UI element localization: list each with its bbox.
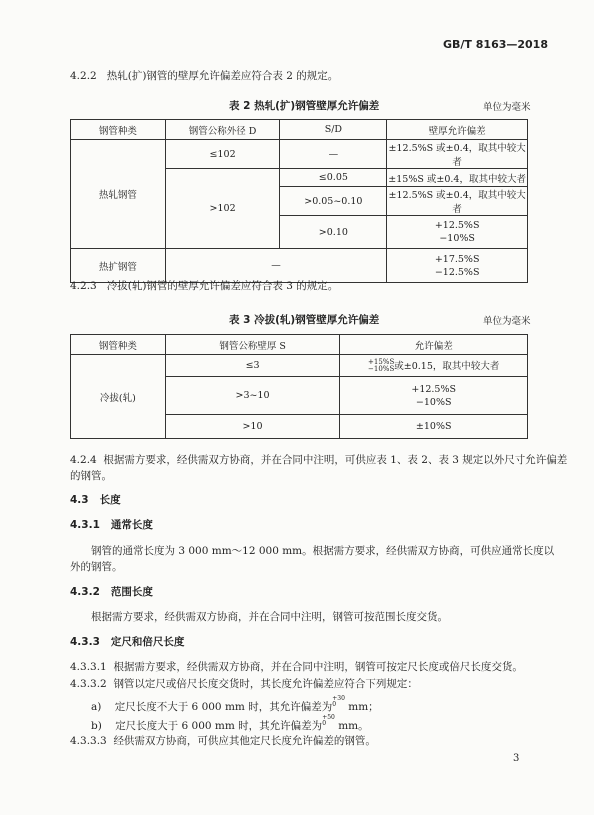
clause-number: 4.2.4	[70, 454, 97, 466]
clause-4-3-3-3	[70, 734, 376, 748]
section-number: 4.3.1	[70, 519, 100, 531]
clause-number: 4.2.3	[70, 280, 97, 292]
clause-text: 根据需方要求，经供需双方协商，并在合同中注明，钢管可按定尺长度或倍尺长度交货。	[113, 661, 523, 673]
tolerance-stack	[322, 715, 335, 727]
tol-upper: +15%S	[368, 358, 395, 367]
table3-cell-tol2	[340, 377, 528, 415]
tol-upper: +12.5%S	[411, 383, 457, 395]
clause-text: 钢管以定尺或倍尺长度交货时，其长度允许偏差应符合下列规定：	[113, 678, 418, 690]
table3-unit: 单位为毫米	[483, 316, 531, 327]
table2-cell-d-le: ≤102	[165, 140, 280, 169]
table3-header-type: 钢管种类	[71, 335, 166, 355]
clause-text: 根据需方要求，经供需双方协商，并在合同中注明，可供应表 1、表 2、表 3 规定以外尺寸允许偏差	[103, 454, 568, 466]
clause-4-3-3-2	[70, 677, 418, 691]
list-text: 定尺长度不大于 6 000 mm 时，其允许偏差为	[114, 701, 333, 713]
list-text: 定尺长度大于 6 000 mm 时，其允许偏差为	[115, 720, 323, 732]
table2-cell-sd1: ≤0.05	[280, 169, 387, 187]
table2-unit: 单位为毫米	[483, 102, 531, 113]
table3-cell-s1: ≤3	[165, 355, 340, 377]
tolerance-stack	[332, 696, 345, 708]
table2	[70, 119, 528, 283]
clause-4-3-3-1	[70, 660, 523, 674]
table3	[70, 334, 528, 439]
tol-upper: +17.5%S	[434, 253, 480, 265]
table2-cell-d-gt: >102	[165, 169, 280, 249]
section-4-3-1	[70, 518, 153, 532]
table3-cell-tol1	[340, 355, 528, 377]
page-number: 3	[513, 753, 520, 764]
tol-stack	[368, 359, 394, 373]
table2-cell-hot-expanded: 热扩钢管	[71, 249, 166, 283]
list-unit: mm。	[338, 720, 369, 732]
section-title: 范围长度	[110, 586, 153, 598]
list-label: b)	[91, 720, 102, 732]
clause-4-2-4	[70, 453, 567, 467]
table2-cell-sd2: >0.05~0.10	[280, 187, 387, 216]
table2-header-sd: S/D	[280, 120, 387, 140]
list-label: a)	[91, 701, 102, 713]
table2-caption: 表 2 热轧(扩)钢管壁厚允许偏差	[229, 100, 380, 112]
clause-text: 冷拔(轧)钢管的壁厚允许偏差应符合表 3 的规定。	[106, 280, 339, 292]
list-item-b	[91, 715, 369, 733]
section-title: 定尺和倍尺长度	[110, 636, 185, 648]
standard-code: GB/T 8163—2018	[443, 38, 548, 51]
table3-cell-s3: >10	[165, 415, 340, 439]
tol-lower: −10%S	[415, 396, 452, 408]
tol-text: 或±0.15，取其中较大者	[394, 360, 500, 372]
table3-cell-tol3: ±10%S	[340, 415, 528, 439]
tol-lower: −10%S	[368, 365, 395, 374]
table2-cell-tol1: ±12.5%S 或±0.4，取其中较大者	[387, 140, 528, 169]
clause-4-2-3	[70, 279, 338, 293]
tol-lower: −10%S	[439, 233, 475, 244]
section-4-3-3	[70, 635, 184, 649]
tol-lower: −12.5%S	[434, 266, 480, 278]
table2-cell-dash2: —	[165, 249, 387, 283]
tol-lower: 0	[332, 701, 337, 708]
table3-caption: 表 3 冷拔(轧)钢管壁厚允许偏差	[229, 314, 380, 326]
tol-upper: +12.5%S	[434, 220, 480, 231]
clause-number: 4.2.2	[70, 70, 97, 82]
section-4-3-2	[70, 585, 153, 599]
section-title: 长度	[99, 494, 121, 506]
table3-cell-type: 冷拔(轧)	[71, 355, 166, 439]
table2-header-diameter: 钢管公称外径 D	[165, 120, 280, 140]
table2-cell-dash: —	[280, 140, 387, 169]
clause-number: 4.3.3.1	[70, 661, 107, 673]
section-number: 4.3.2	[70, 586, 100, 598]
clause-4-3-2-text: 根据需方要求，经供需双方协商，并在合同中注明，钢管可按范围长度交货。	[91, 611, 448, 623]
list-item-a	[91, 696, 379, 714]
clause-4-2-2	[70, 69, 338, 83]
table3-header-tolerance: 允许偏差	[340, 335, 528, 355]
tol-upper: +50	[322, 714, 335, 721]
table3-header-thickness: 钢管公称壁厚 S	[165, 335, 340, 355]
table2-cell-sd3: >0.10	[280, 216, 387, 249]
table2-header-tolerance: 壁厚允许偏差	[387, 120, 528, 140]
table2-cell-tol3: ±12.5%S 或±0.4，取其中较大者	[387, 187, 528, 216]
tol-upper: +30	[332, 695, 345, 702]
table2-cell-hot-rolled: 热轧钢管	[71, 140, 166, 249]
table2-header-type: 钢管种类	[71, 120, 166, 140]
clause-4-2-4-cont: 的钢管。	[70, 470, 112, 482]
clause-text: 热轧(扩)钢管的壁厚允许偏差应符合表 2 的规定。	[106, 70, 339, 82]
clause-text: 经供需双方协商，可供应其他定尺长度允许偏差的钢管。	[113, 735, 376, 747]
section-4-3	[70, 493, 121, 507]
clause-number: 4.3.3.3	[70, 735, 107, 747]
list-unit: mm；	[348, 701, 379, 713]
clause-number: 4.3.3.2	[70, 678, 107, 690]
tol-lower: 0	[322, 720, 327, 727]
clause-4-3-1-text: 钢管的通常长度为 3 000 mm～12 000 mm。根据需方要求，经供需双方协商，可供应通常长度以	[91, 545, 555, 557]
table3-cell-s2: >3~10	[165, 377, 340, 415]
clause-4-3-1-cont: 外的钢管。	[70, 561, 123, 573]
section-title: 通常长度	[110, 519, 153, 531]
section-number: 4.3	[70, 494, 89, 506]
table2-cell-tol5	[387, 249, 528, 283]
table2-cell-tol4	[387, 216, 528, 249]
section-number: 4.3.3	[70, 636, 100, 648]
table2-cell-tol2: ±15%S 或±0.4，取其中较大者	[387, 169, 528, 187]
